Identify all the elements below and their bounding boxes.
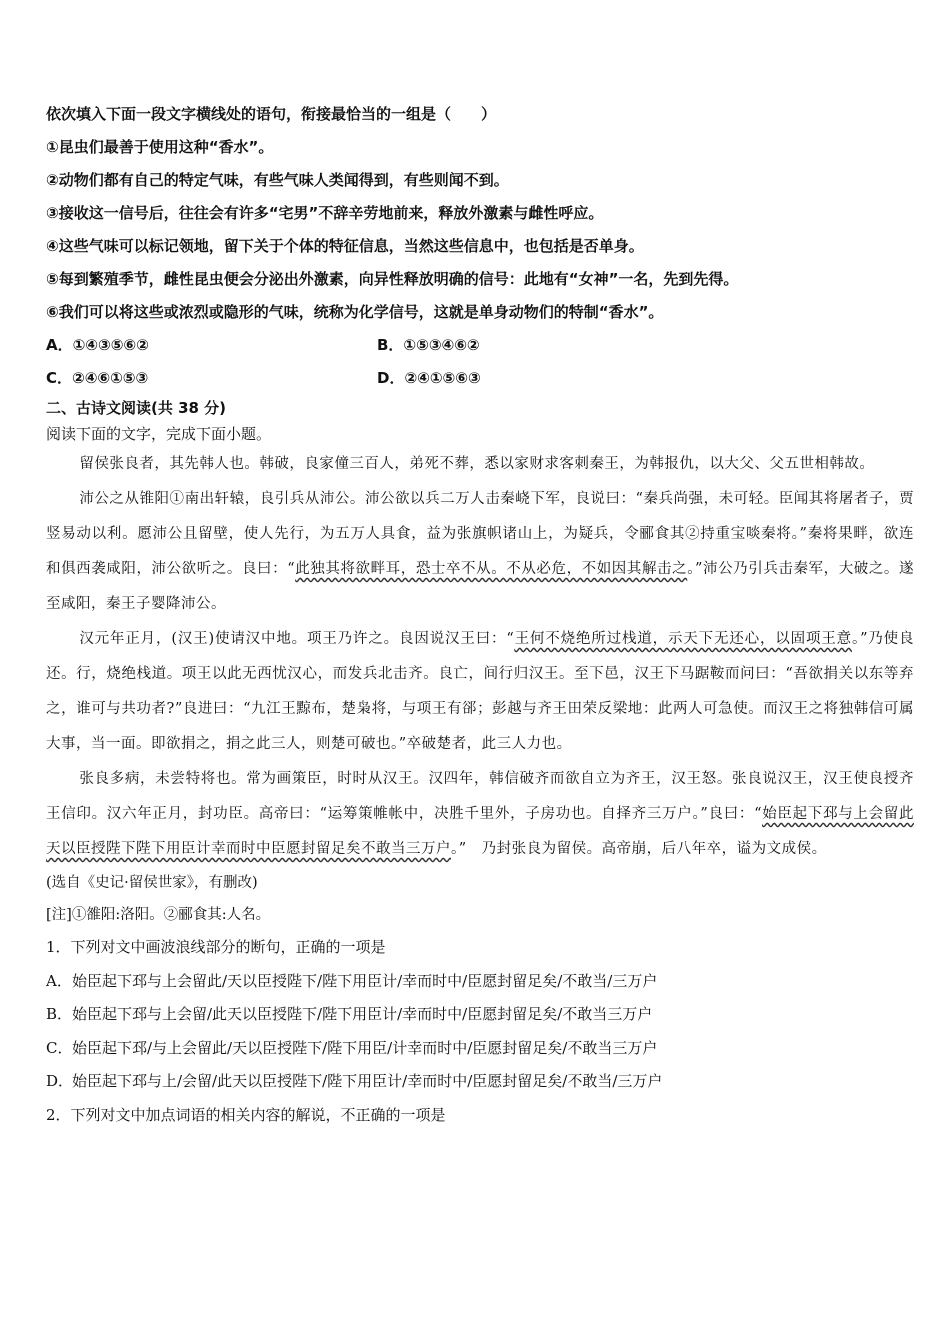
p3-text-b: 。”乃使良还。行，烧绝栈道。项王以此无西忧汉心，而发兵北击齐。良亡，间行归汉王。至下邑，汉王下马踞鞍而问曰：“吾欲捐关以东等弃之，谁可与共功者?”良进曰：“九江王黥布，楚枭将，与项王有郤；彭越与齐王田荣反梁地：此两人可急使。而汉王之将独韩信可属大事，当一面。即欲捐之，捐之此三人，则楚可破也。”卒破楚者，此三人力也。	[46, 631, 914, 752]
section-title: 二、古诗文阅读(共 38 分)	[46, 399, 227, 417]
q1-option-b[interactable]	[46, 998, 914, 1032]
q1-option-a-label: A．	[46, 971, 72, 990]
sentence-6: ⑥我们可以将这些或浓烈或隐形的气味，统称为化学信号，这就是单身动物们的特制“香水”。	[46, 303, 664, 321]
passage-paragraph-4	[46, 762, 914, 867]
q1-option-c[interactable]	[46, 1032, 914, 1066]
p1-text: 留侯张良者，其先韩人也。韩破，良家僮三百人，弟死不葬，悉以家财求客刺秦王，为韩报仇，以大父、父五世相韩故。	[79, 456, 875, 472]
q1-option-c-text: 始臣起下邳/与上会留此/天以臣授陛下/陛下用臣/计幸而时中/臣愿封留足矣/不敢当三万户	[72, 1038, 658, 1057]
p4-text-a: 张良多病，未尝特将也。常为画策臣，时时从汉王。汉四年，韩信破齐而欲自立为齐王，汉王怒。张良说汉王，汉王使良授齐王信印。汉六年正月，封功臣。高帝曰：“运筹策帷帐中，决胜千里外，子房功也。自择齐三万户。”良曰：“	[46, 771, 914, 822]
question-1: 1．下列对文中画波浪线部分的断句，正确的一项是	[46, 938, 386, 956]
p4-text-b: 。” 乃封张良为留侯。高帝崩，后八年卒，谥为文成侯。	[451, 841, 827, 857]
sentence-5: ⑤每到繁殖季节，雌性昆虫便会分泌出外激素，向异性释放明确的信号：此地有“女神”一名，先到先得。	[46, 270, 739, 288]
option-d[interactable]: D．②④①⑤⑥③	[377, 369, 481, 387]
q1-option-d[interactable]	[46, 1065, 914, 1099]
sentence-2: ②动物们都有自己的特定气味，有些气味人类闻得到，有些则闻不到。	[46, 171, 509, 189]
option-c[interactable]: C．②④⑥①⑤③	[46, 369, 149, 387]
p2-text-b: 。”沛公乃引兵击秦军，大破之。遂至咸阳，秦王子婴降沛公。	[46, 561, 915, 612]
q1-option-d-label: D．	[46, 1072, 74, 1090]
question-2: 2．下列对文中加点词语的相关内容的解说，不正确的一项是	[46, 1105, 446, 1124]
passage-paragraph-2	[46, 482, 914, 622]
p3-text-a: 汉元年正月，(汉王)使请汉中地。项王乃许之。良因说汉王曰：“	[79, 631, 515, 647]
sentence-3: ③接收这一信号后，往往会有许多“宅男”不辞辛劳地前来，释放外激素与雌性呼应。	[46, 204, 604, 222]
options-row-1	[46, 329, 914, 362]
q1-option-a[interactable]	[46, 965, 914, 999]
sentence-4: ④这些气味可以标记领地，留下关于个体的特征信息，当然这些信息中，也包括是否单身。	[46, 237, 644, 255]
p2-wavy-underline: 此独其将欲畔耳，恐士卒不从。不从必危，不如因其解击之	[295, 561, 688, 577]
option-a[interactable]: A．①④③⑤⑥②	[46, 336, 149, 354]
q1-option-d-text: 始臣起下邳与上/会留/此天以臣授陛下/陛下用臣计/幸而时中/臣愿封留足矣/不敢当/三万户	[72, 1072, 663, 1090]
option-b[interactable]: B．①⑤③④⑥②	[377, 336, 480, 354]
p2-text-a: 沛公之从锥阳①南出轩辕，良引兵从沛公。沛公欲以兵二万人击秦峣下军，良说曰：“秦兵尚强，未可轻。臣闻其将屠者子，贾竖易动以利。愿沛公且留壁，使人先行，为五万人具食，益为张旗帜诸山上，为疑兵，令郦食其②持重宝啖秦将。”秦将果畔，欲连和俱西袭咸阳，沛公欲听之。良曰：“	[46, 491, 914, 577]
passage-paragraph-1	[46, 447, 914, 482]
passage-note: [注]①雒阳:洛阳。②郦食其:人名。	[46, 907, 271, 923]
options-row-2	[46, 362, 914, 395]
q1-option-c-label: C．	[46, 1038, 73, 1057]
question-intro: 依次填入下面一段文字横线处的语句，衔接最恰当的一组是（ ）	[46, 105, 497, 123]
passage-source: (选自《史记·留侯世家》，有删改)	[46, 875, 258, 891]
reading-instruction: 阅读下面的文字，完成下面小题。	[46, 425, 272, 443]
q1-option-b-label: B．	[46, 1005, 73, 1023]
q1-option-b-text: 始臣起下邳与上会留/此天以臣授陛下/陛下用臣计/幸而时中/臣愿封留足矣/不敢当三万户	[72, 1005, 653, 1023]
p4-wavy-underline: 始臣起下邳与上会留此天以臣授陛下陛下用臣计幸而时中臣愿封留足矣不敢当三万户	[46, 806, 915, 857]
p3-wavy-underline: 王何不烧绝所过栈道，示天下无还心，以固项王意	[514, 631, 852, 647]
document-page	[46, 98, 914, 1132]
passage-paragraph-3	[46, 622, 914, 762]
sentence-1: ①昆虫们最善于使用这种“香水”。	[46, 138, 274, 156]
q1-option-a-text: 始臣起下邳与上会留此/天以臣授陛下/陛下用臣计/幸而时中/臣愿封留足矣/不敢当/三万户	[72, 971, 658, 990]
